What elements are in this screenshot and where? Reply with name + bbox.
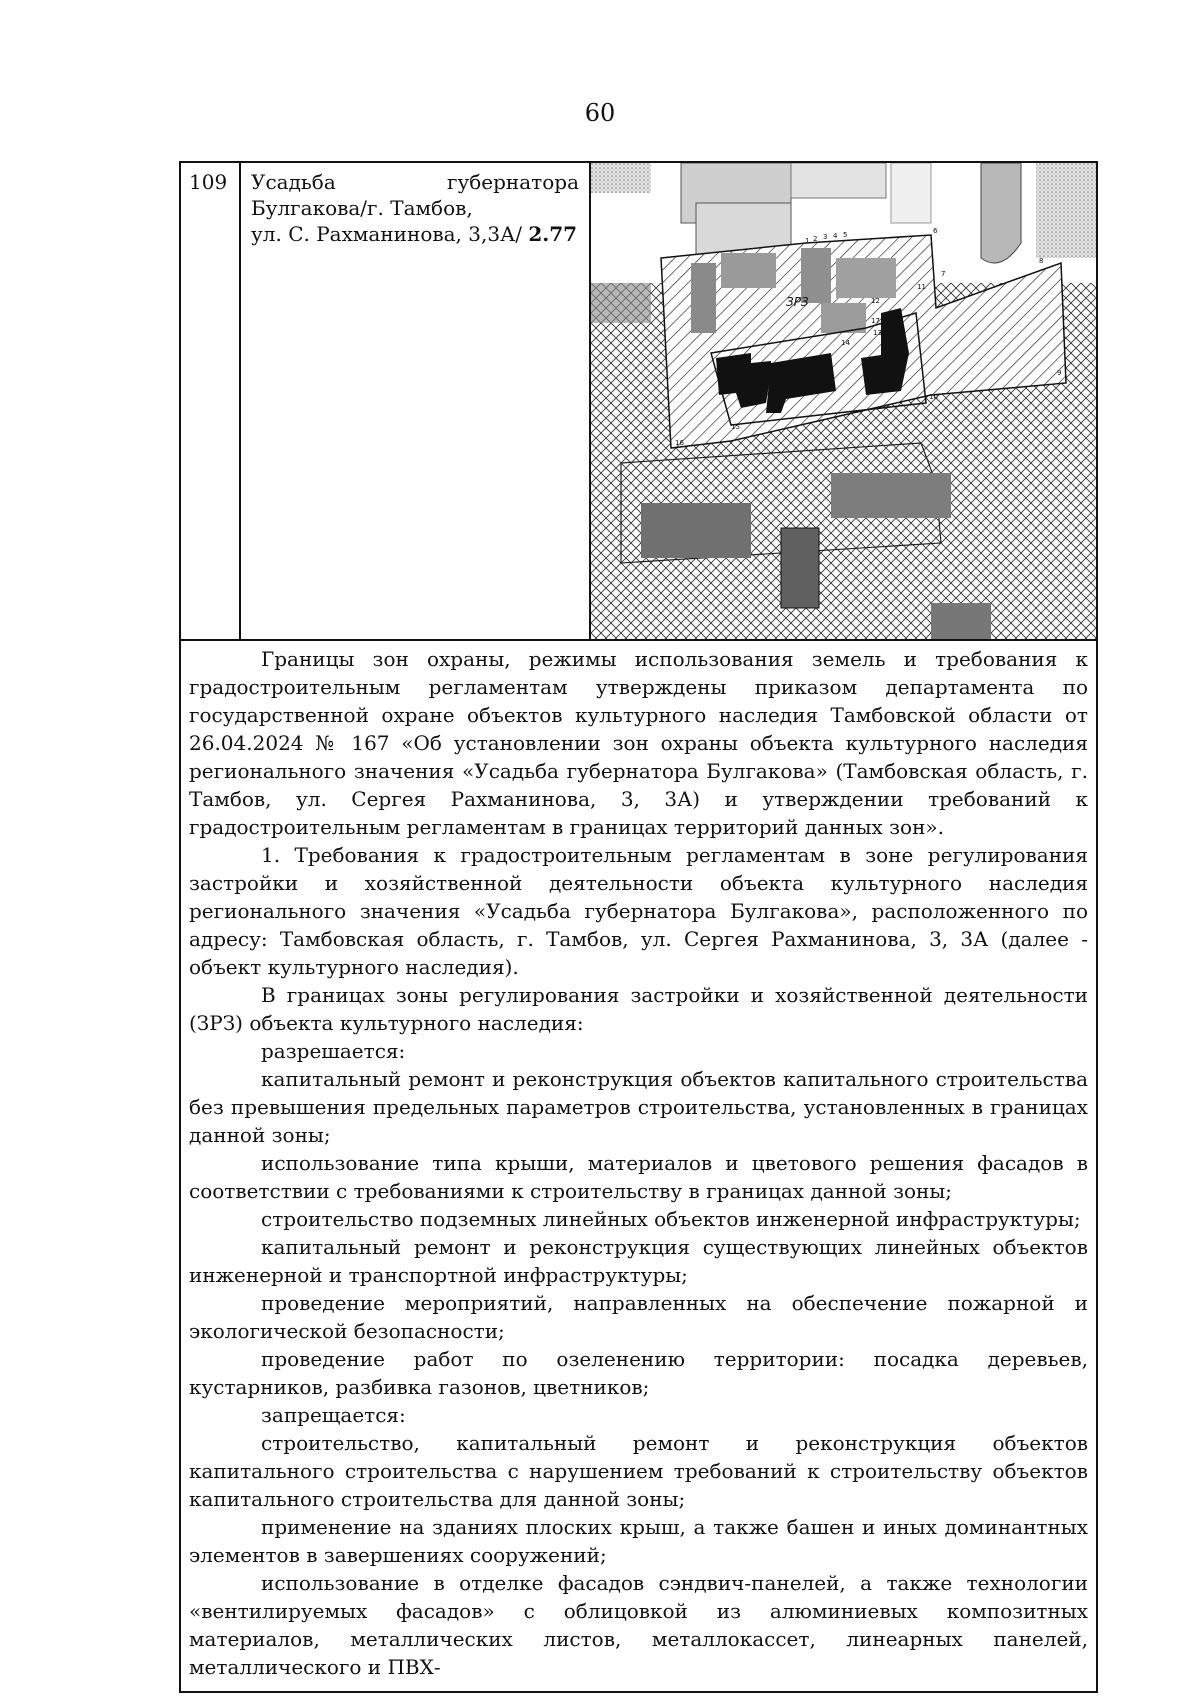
map-building [591,163,651,193]
map-point-label: 10 [929,393,938,401]
entry-name-cell [241,163,591,639]
map-point-label: 1 [805,237,810,245]
map-zone-label: ЗРЗ [786,295,809,309]
map-building [691,263,716,333]
paragraph: 1. Требования к градостроительным регламентам в зоне регулирования застройки и хозяйственной деятельности объекта культурного наследия регионального значения «Усадьба губернатора Булгакова», расположенного по адресу: Тамбовская область, г. Тамбов, ул. Сергея Рахманинова, 3, 3А (далее - объект культурного наследия). [189,843,1088,979]
map-point-label: 17 [871,317,880,325]
paragraph: разрешается: [261,1039,406,1063]
map-building [836,258,896,298]
paragraph: использование типа крыши, материалов и цветового решения фасадов в соответствии с требованиями к строительству в границах данной зоны; [189,1151,1088,1203]
map-point-label: 5 [843,231,848,239]
entry-name-line-2: Булгакова/г. Тамбов, [251,196,473,220]
map-building [981,163,1021,263]
entry-address: ул. С. Рахманинова, 3,3А/ [251,222,522,246]
entry-name-word-1: Усадьба [251,170,336,194]
entry-number: 109 [181,163,241,639]
map-point-label: 14 [841,339,850,347]
map-building [931,603,991,639]
map-point-label: 4 [833,232,838,240]
map-building [591,283,651,323]
map-point-label: 9 [1057,369,1062,377]
map-point-label: 15 [731,423,740,431]
paragraph: капитальный ремонт и реконструкция существующих линейных объектов инженерной и транспортной инфраструктуры; [189,1235,1088,1287]
map-building [781,528,819,608]
entry-code: 2.77 [528,222,578,246]
entry-name-word-2: губернатора [446,170,579,194]
map-building [641,503,751,558]
requirements-text [181,641,1096,1691]
paragraph: проведение работ по озеленению территории: посадка деревьев, кустарников, разбивка газонов, цветников; [189,1347,1088,1399]
table-row [181,163,1096,641]
map-point-label: 3 [823,233,828,241]
map-building [791,163,886,198]
entry-name-line-3 [251,221,579,247]
map-point-label: 8 [1039,257,1044,265]
paragraph: В границах зоны регулирования застройки и хозяйственной деятельности (ЗРЗ) объекта культурного наследия: [189,983,1088,1035]
map-point-label: 11 [917,283,926,291]
paragraph: строительство, капитальный ремонт и реконструкция объектов капитального строительства с нарушением требований к строительству объектов капитального строительства для данной зоны; [189,1431,1088,1511]
map-point-label: 13 [873,329,882,337]
paragraph: Границы зон охраны, режимы использования земель и требования к градостроительным регламентам утверждены приказом департамента по государственной охране объектов культурного наследия Тамбовской области от 26.04.2024 № 167 «Об установлении зон охраны объекта культурного наследия регионального значения «Усадьба губернатора Булгакова» (Тамбовская область, г. Тамбов, ул. Сергея Рахманинова, 3, 3А) и утверждении требований к градостроительным регламентам в границах территорий данных зон». [189,647,1088,839]
map-building [1036,163,1096,258]
paragraph: строительство подземных линейных объектов инженерной инфраструктуры; [261,1207,1081,1231]
zone-map [591,163,1096,639]
monument-table [179,161,1098,1693]
page-number: 60 [584,99,616,127]
map-building [721,253,776,288]
map-point-label: 2 [813,235,818,243]
zone-map-svg [591,163,1096,639]
paragraph: использование в отделке фасадов сэндвич-панелей, а также технологии «вентилируемых фасадов» с облицовкой из алюминиевых композитных материалов, металлических листов, металлокассет, линеарных панелей, металлического и ПВХ- [189,1571,1088,1679]
paragraph: капитальный ремонт и реконструкция объектов капитального строительства без превышения предельных параметров строительства, установленных в границах данной зоны; [189,1067,1088,1147]
map-point-label: 16 [675,439,684,447]
map-building [831,473,951,518]
paragraph: проведение мероприятий, направленных на обеспечение пожарной и экологической безопасности; [189,1291,1088,1343]
paragraph: применение на зданиях плоских крыш, а также башен и иных доминантных элементов в завершениях сооружений; [189,1515,1088,1567]
map-point-label: 12 [871,297,880,305]
map-point-label: 7 [941,270,946,278]
entry-name-line-1 [251,169,579,195]
paragraph: запрещается: [261,1403,406,1427]
map-building [891,163,931,223]
map-point-label: 6 [933,227,938,235]
